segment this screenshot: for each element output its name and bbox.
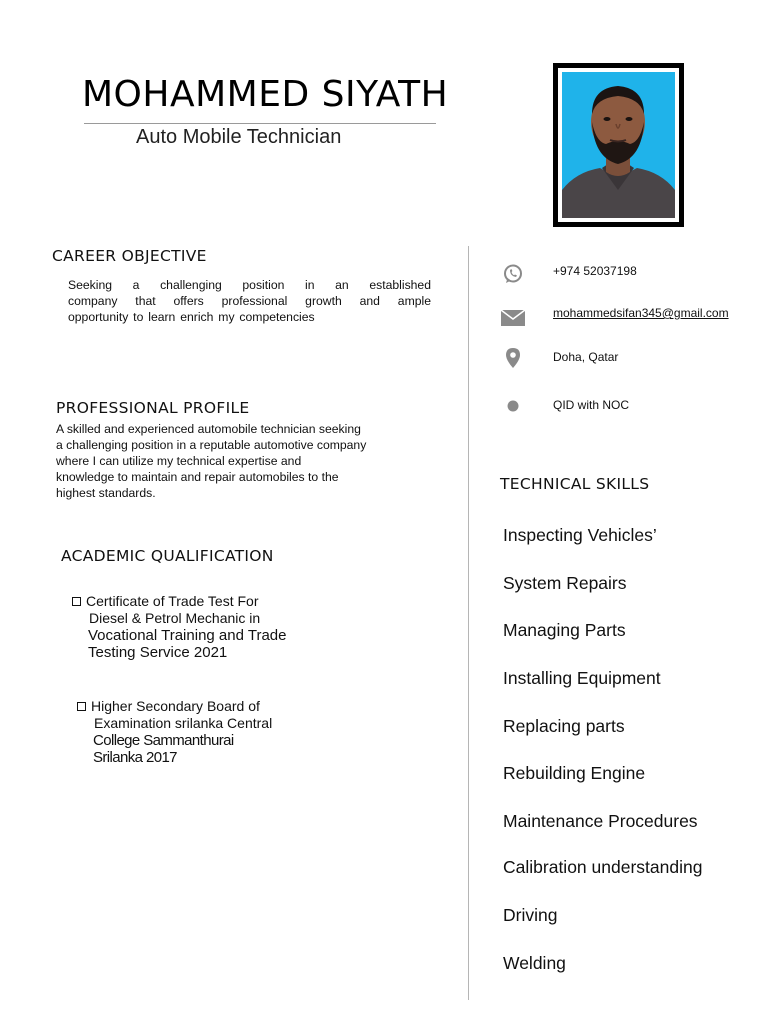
- skill-item: System Repairs: [503, 573, 627, 593]
- mail-icon: [500, 309, 526, 327]
- skill-item: Maintenance Procedures: [503, 811, 698, 831]
- skill-item: Rebuilding Engine: [503, 763, 646, 783]
- professional-profile-heading: PROFESSIONAL PROFILE: [56, 399, 250, 417]
- academic-line: Vocational Training and Trade: [88, 627, 287, 644]
- job-title: Auto Mobile Technician: [136, 126, 342, 148]
- profile-photo: [562, 72, 675, 218]
- checkbox-bullet-icon: [72, 597, 81, 606]
- academic-line: Srilanka 2017: [93, 749, 177, 766]
- visa-status: QID with NOC: [553, 398, 630, 412]
- academic-qualification-heading: ACADEMIC QUALIFICATION: [61, 547, 274, 565]
- skill-item: Managing Parts: [503, 620, 626, 640]
- location-pin-icon: [505, 347, 521, 369]
- person-portrait-icon: [562, 72, 675, 218]
- academic-line: Certificate of Trade Test For: [86, 593, 259, 609]
- profile-photo-frame: [553, 63, 684, 227]
- academic-item: [77, 698, 272, 766]
- skill-item: Calibration understanding: [503, 857, 703, 877]
- skill-item: Installing Equipment: [503, 668, 661, 688]
- skill-item: Driving: [503, 905, 558, 925]
- professional-profile-line: highest standards.: [56, 486, 156, 500]
- skill-item: Welding: [503, 953, 566, 973]
- location-text: Doha, Qatar: [553, 350, 619, 364]
- academic-line: Testing Service 2021: [88, 644, 228, 661]
- professional-profile-line: a challenging position in a reputable automotive company: [56, 438, 367, 452]
- name-underline: [84, 123, 436, 124]
- career-objective-line: opportunity to learn enrich my competencies: [68, 310, 315, 324]
- academic-line: Examination srilanka Central: [94, 715, 273, 731]
- candidate-name: MOHAMMED SIYATH: [82, 74, 449, 115]
- whatsapp-icon: [502, 263, 524, 285]
- career-objective-heading: CAREER OBJECTIVE: [52, 247, 207, 265]
- career-objective-line: Seeking a challenging position in an established: [68, 278, 431, 292]
- professional-profile-line: where I can utilize my technical expertise and: [56, 454, 302, 468]
- career-objective-line: company that offers professional growth and ample: [68, 294, 431, 308]
- email-link[interactable]: mohammedsifan345@gmail.com: [553, 306, 729, 320]
- technical-skills-heading: TECHNICAL SKILLS: [500, 475, 650, 493]
- column-divider: [468, 246, 469, 1000]
- bullet-dot-icon: [507, 400, 519, 412]
- checkbox-bullet-icon: [77, 702, 86, 711]
- academic-line: College Sammanthurai: [93, 732, 234, 749]
- skill-item: Replacing parts: [503, 716, 625, 736]
- professional-profile-text: [56, 421, 426, 501]
- phone-number: +974 52037198: [553, 264, 637, 278]
- academic-line: Diesel & Petrol Mechanic in: [89, 610, 261, 626]
- career-objective-text: [68, 277, 431, 325]
- professional-profile-line: knowledge to maintain and repair automobiles to the: [56, 470, 339, 484]
- academic-item: [72, 593, 286, 661]
- academic-line: Higher Secondary Board of: [91, 698, 260, 714]
- skill-item: Inspecting Vehicles’: [503, 525, 657, 545]
- professional-profile-line: A skilled and experienced automobile technician seeking: [56, 422, 361, 436]
